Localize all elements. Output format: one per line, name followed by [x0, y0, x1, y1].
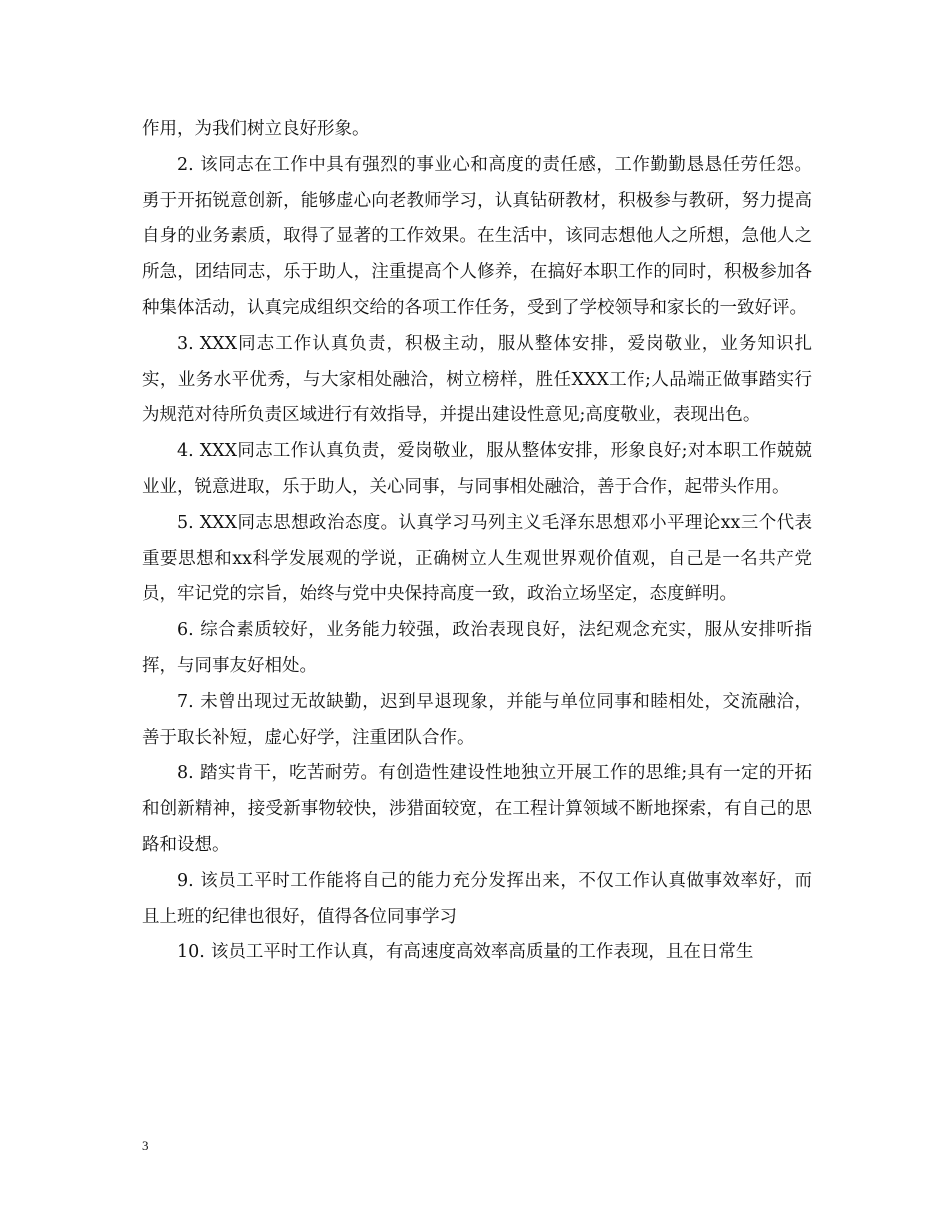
paragraph-text: XXX同志工作认真负责，积极主动，服从整体安排，爱岗敬业，业务知识扎实，业务水平优秀，与大家相处融洽，树立榜样，胜任XXX工作;人品端正做事踏实行为规范对待所负责区域进行有效指导，并提出建设性意见;高度敬业，表现出色。	[142, 333, 812, 426]
item-number: 10.	[177, 942, 205, 963]
paragraph-item-6	[142, 613, 812, 685]
paragraph-text: 该员工平时工作认真，有高速度高效率高质量的工作表现，且在日常生	[210, 942, 754, 963]
paragraph-text: 作用，为我们树立良好形象。	[142, 119, 370, 139]
paragraph-item-8	[142, 756, 812, 863]
item-number: 2.	[177, 154, 194, 175]
paragraph-text: 该同志在工作中具有强烈的事业心和高度的责任感，工作勤勤恳恳任劳任怨。勇于开拓锐意创新，能够虚心向老教师学习，认真钻研教材，积极参与教研，努力提高自身的业务素质，取得了显著的工作效果。在生活中，该同志想他人之所想，急他人之所急，团结同志，乐于助人，注重提高个人修养，在搞好本职工作的同时，积极参加各种集体活动，认真完成组织交给的各项工作任务，受到了学校领导和家长的一致好评。	[142, 154, 812, 318]
paragraph-item-4	[142, 434, 812, 506]
paragraph-continuation	[142, 112, 812, 148]
item-number: 7.	[177, 691, 194, 712]
paragraph-item-3	[142, 327, 812, 434]
paragraph-item-5	[142, 506, 812, 613]
paragraph-text: 该员工平时工作能将自己的能力充分发挥出来，不仅工作认真做事效率好，而且上班的纪律也很好，值得各位同事学习	[142, 870, 812, 927]
item-number: 5.	[177, 512, 194, 533]
item-number: 4.	[177, 441, 194, 462]
paragraph-item-2	[142, 148, 812, 327]
paragraph-text: XXX同志工作认真负责，爱岗敬业，服从整体安排，形象良好;对本职工作兢兢业业，锐意进取，乐于助人，关心同事，与同事相处融洽，善于合作，起带头作用。	[142, 441, 812, 497]
paragraph-item-7	[142, 685, 812, 757]
paragraph-text: 综合素质较好，业务能力较强，政治表现良好，法纪观念充实，服从安排听指挥，与同事友好相处。	[142, 620, 812, 676]
item-number: 8.	[177, 763, 194, 784]
paragraph-item-10	[142, 935, 812, 971]
document-body	[142, 112, 812, 971]
page-number: 3	[142, 1138, 149, 1153]
paragraph-text: 踏实肯干，吃苦耐劳。有创造性建设性地独立开展工作的思维;具有一定的开拓和创新精神，接受新事物较快，涉猎面较宽，在工程计算领域不断地探索，有自己的思路和设想。	[142, 763, 812, 855]
paragraph-text: XXX同志思想政治态度。认真学习马列主义毛泽东思想邓小平理论xx三个代表重要思想和xx科学发展观的学说，正确树立人生观世界观价值观，自己是一名共产党员，牢记党的宗旨，始终与党中央保持高度一致，政治立场坚定，态度鲜明。	[142, 512, 812, 605]
paragraph-text: 未曾出现过无故缺勤，迟到早退现象，并能与单位同事和睦相处，交流融洽，善于取长补短，虚心好学，注重团队合作。	[142, 691, 812, 748]
paragraph-item-9	[142, 864, 812, 936]
item-number: 9.	[177, 870, 194, 891]
item-number: 6.	[177, 620, 194, 641]
item-number: 3.	[177, 333, 194, 354]
